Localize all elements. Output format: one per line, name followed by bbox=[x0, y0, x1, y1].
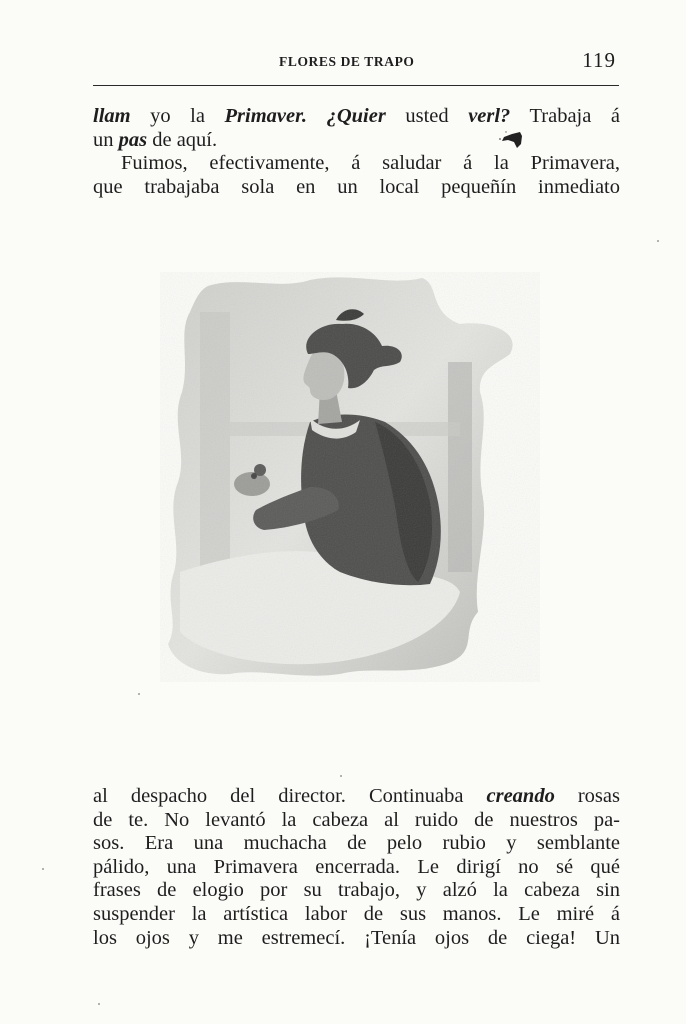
top-paragraphs bbox=[93, 105, 620, 199]
emphasized-word: llam bbox=[93, 105, 131, 127]
text-line: frases de elogio por su trabajo, y alzó la cabeza sin bbox=[93, 879, 620, 902]
text-line: pálido, una Primavera encerrada. Le dirigí no sé qué bbox=[93, 855, 620, 878]
paper-speck bbox=[657, 240, 659, 242]
text-line bbox=[93, 785, 620, 809]
text-line: de te. No levantó la cabeza al ruido de nuestros pa- bbox=[93, 808, 620, 831]
text-line: Fuimos, efectivamente, á saludar á la Primavera, bbox=[121, 152, 620, 175]
text-run: rosas bbox=[554, 785, 620, 807]
text-run: Trabaja á bbox=[510, 105, 620, 127]
text-line: los ojos y me estremecí. ¡Tenía ojos de ciega! Un bbox=[93, 926, 620, 949]
text-line: sos. Era una muchacha de pelo rubio y semblante bbox=[93, 832, 620, 855]
paper-speck bbox=[340, 775, 342, 777]
bottom-paragraph bbox=[93, 785, 620, 950]
header-rule bbox=[93, 85, 619, 86]
paper-speck bbox=[42, 868, 44, 870]
running-title: FLORES DE TRAPO bbox=[279, 54, 415, 69]
text-line: que trabajaba sola en un local pequeñín inmediato bbox=[93, 175, 620, 198]
page-number: 119 bbox=[582, 48, 616, 72]
illustration-woman-making-flowers bbox=[160, 272, 540, 682]
text-line bbox=[93, 105, 620, 129]
running-head bbox=[93, 48, 618, 78]
text-run: de aquí. bbox=[147, 128, 218, 151]
emphasized-word: creando bbox=[486, 785, 555, 807]
text-run: usted bbox=[385, 105, 469, 127]
text-run: yo la bbox=[130, 105, 225, 127]
emphasized-word: Primaver. ¿Quier bbox=[224, 105, 386, 127]
paper-speck bbox=[138, 693, 140, 695]
emphasized-word: verl? bbox=[468, 105, 511, 127]
text-run: al despacho del director. Continuaba bbox=[93, 785, 487, 807]
text-line bbox=[93, 129, 620, 153]
emphasized-word: pas bbox=[118, 128, 148, 151]
paper-speck bbox=[98, 1003, 100, 1005]
text-run: un bbox=[93, 128, 119, 151]
text-line: suspender la artística labor de sus manos. Le miré á bbox=[93, 902, 620, 925]
ink-blot-mark bbox=[498, 128, 524, 150]
